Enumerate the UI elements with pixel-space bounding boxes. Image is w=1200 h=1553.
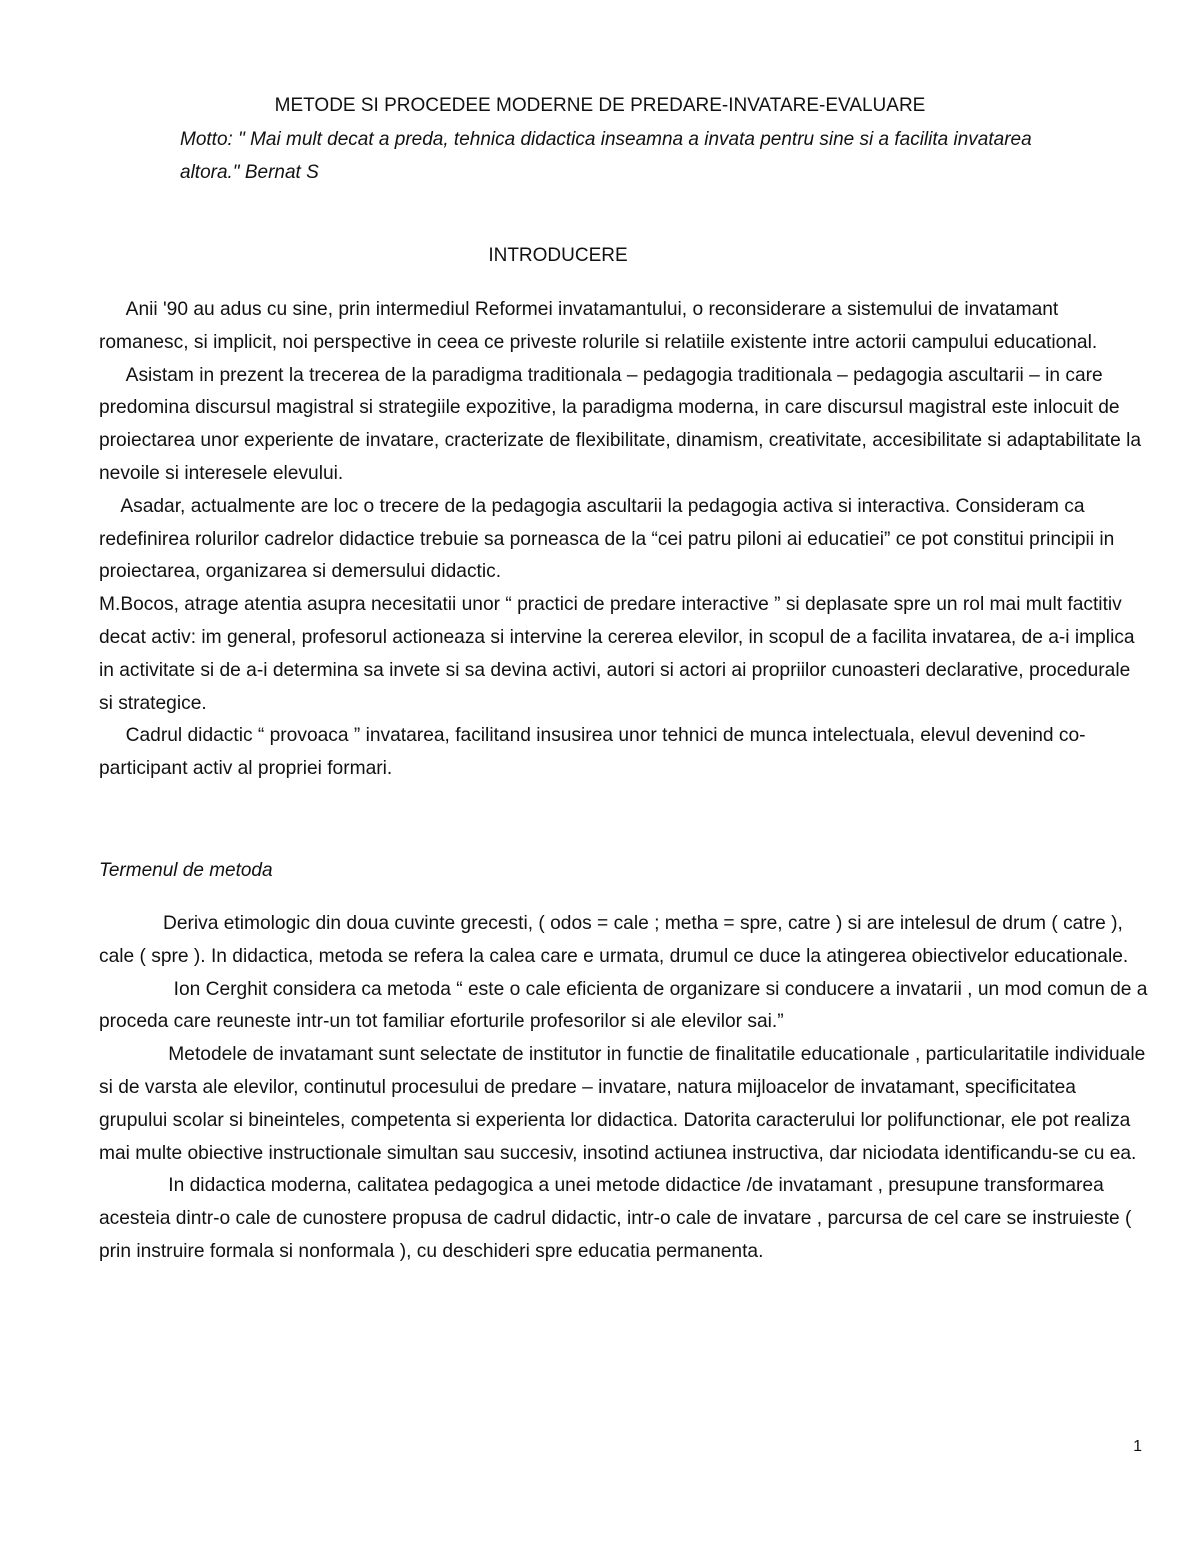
paragraph: Deriva etimologic din doua cuvinte grecesti, ( odos = cale ; metha = spre, catre ) si are intelesul de drum ( catre ), cale ( spre ). In didactica, metoda se refera la calea care e urmata, drumul ce duce la atingerea obiectivelor educationale. <box>99 913 1129 967</box>
section-heading-introducere: INTRODUCERE <box>488 245 628 266</box>
paragraph: Asistam in prezent la trecerea de la paradigma traditionala – pedagogia traditionala – pedagogia ascultarii – in care predomina discursul magistral si strategiile expozitive, la paradigma moderna, in care discursul magistral este inlocuit de proiectarea unor experiente de invatare, cracterizate de flexibilitate, dinamism, creativitate, accesibilitate si adaptabilitate la nevoile si interesele elevului. <box>99 364 1141 484</box>
paragraph: M.Bocos, atrage atentia asupra necesitatii unor “ practici de predare interactive ” si deplasate spre un rol mai mult factitiv decat activ: im general, profesorul actioneaza si intervine la cererea elevilor, in scopul de a facilita invatarea, de a-i implica in activitate si de a-i determina sa invete si sa devina activi, autori si actori ai propriilor cunoasteri declarative, procedurale si strategice. <box>99 594 1135 714</box>
paragraph: Metodele de invatamant sunt selectate de institutor in functie de finalitatile educationale , particularitatile individuale si de varsta ale elevilor, continutul procesului de predare – invatare, natura mijloacelor de invatamant, specificitatea grupului scolar si bineinteles, competenta si experienta lor didactica. Datorita caracterului lor polifunctionar, ele pot realiza mai multe obiective instructionale simultan sau succesiv, insotind actiunea instructiva, dar niciodata identificandu-se cu ea. <box>99 1044 1146 1164</box>
metoda-body <box>99 908 1149 1269</box>
section-heading-termenul-de-metoda: Termenul de metoda <box>99 860 273 881</box>
motto-quote: Motto: " Mai mult decat a preda, tehnica didactica inseamna a invata pentru sine si a facilita invatarea altora." Bernat S <box>180 129 1032 183</box>
paragraph: Cadrul didactic “ provoaca ” invatarea, facilitand insusirea unor tehnici de munca intelectuala, elevul devenind co-participant activ al propriei formari. <box>99 725 1086 780</box>
paragraph: Ion Cerghit considera ca metoda “ este o cale eficienta de organizare si conducere a invatarii , un mod comun de a proceda care reuneste intr-un tot familiar eforturile profesorilor si ale elevilor sai.” <box>99 978 1148 1033</box>
document-title: METODE SI PROCEDEE MODERNE DE PREDARE-INVATARE-EVALUARE <box>274 95 926 116</box>
paragraph: In didactica moderna, calitatea pedagogica a unei metode didactice /de invatamant , presupune transformarea acesteia dintr-o cale de cunostere propusa de cadrul didactic, intr-o cale de invatare , parcursa de cel care se instruieste ( prin instruire formala si nonformala ), cu deschideri spre educatia permanenta. <box>99 1175 1132 1262</box>
page-number: 1 <box>1133 1438 1142 1455</box>
paragraph: Asadar, actualmente are loc o trecere de la pedagogia ascultarii la pedagogia activa si interactiva. Consideram ca redefinirea rolurilor cadrelor didactice trebuie sa porneasca de la “cei patru piloni ai educatiei” ce pot constitui principii in proiectarea, organizarea si demersului didactic. <box>99 495 1115 583</box>
introducere-body <box>99 294 1149 786</box>
paragraph: Anii '90 au adus cu sine, prin intermediul Reformei invatamantului, o reconsiderare a sistemului de invatamant romanesc, si implicit, noi perspective in ceea ce priveste rolurile si relatiile existente intre actorii campului educational. <box>99 299 1098 353</box>
